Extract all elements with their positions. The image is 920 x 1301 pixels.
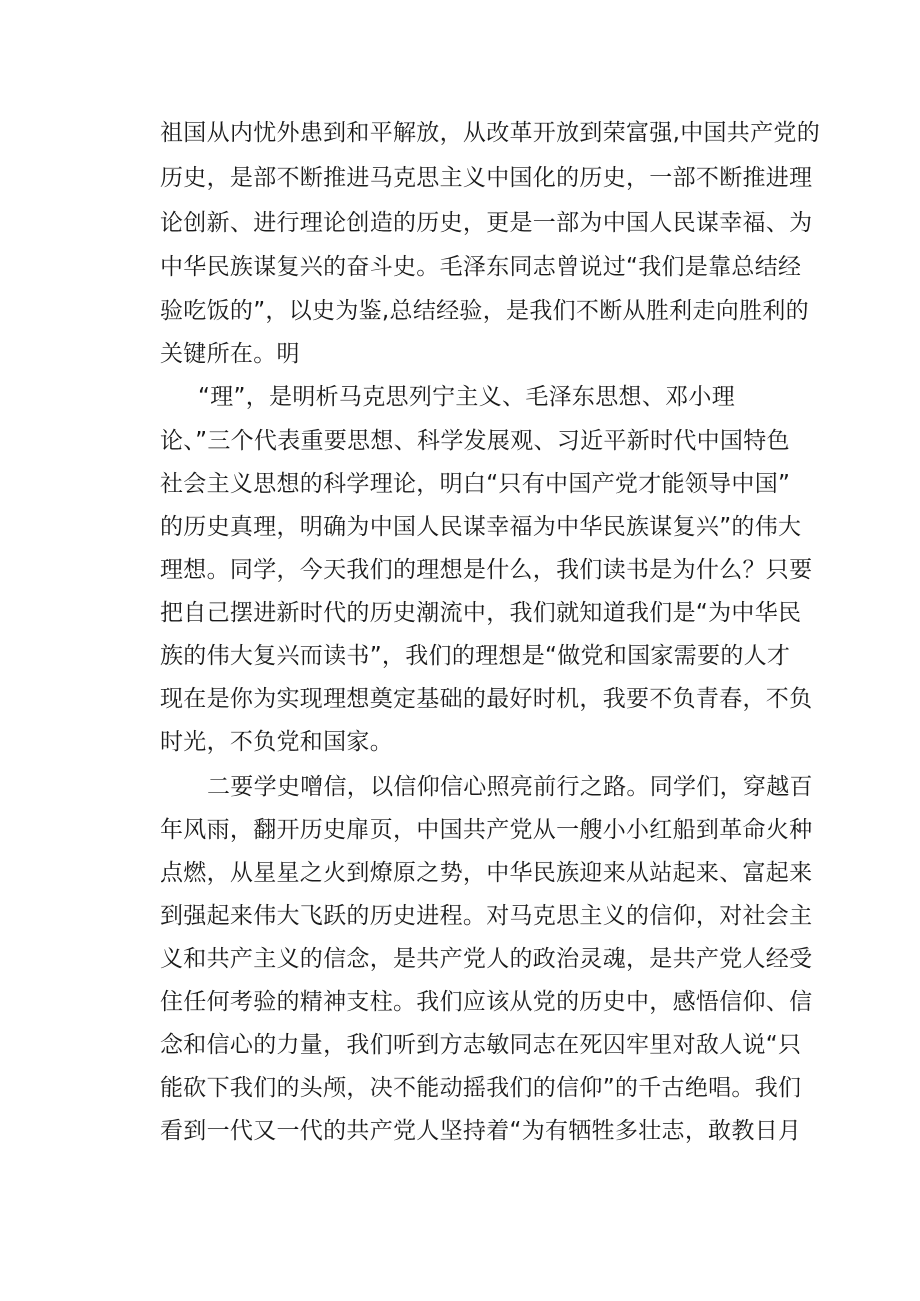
text-line: “理”，是明析马克思列宁主义、毛泽东思想、邓小理 bbox=[198, 384, 736, 410]
text-line: 验吃饭的”，以史为鉴,总结经验，是我们不断从胜利走向胜利的 bbox=[160, 298, 809, 324]
text-line: 二要学史噌信，以信仰信心照亮前行之路。同学们，穿越百 bbox=[207, 774, 813, 800]
text-line: 论、”三个代表重要思想、科学发展观、习近平新时代中国特色 bbox=[160, 428, 790, 454]
text-line: 念和信心的力量，我们听到方志敏同志在死囚牢里对敌人说“只 bbox=[160, 1032, 802, 1058]
text-line: 中华民族谋复兴的奋斗史。毛泽东同志曾说过“我们是靠总结经 bbox=[160, 254, 802, 280]
text-line: 时光，不负党和国家。 bbox=[160, 729, 393, 755]
text-line: 现在是你为实现理想奠定基础的最好时机，我要不负青春，不负 bbox=[160, 686, 813, 712]
text-line: 点燃，从星星之火到燎原之势，中华民族迎来从站起来、富起来 bbox=[160, 860, 813, 886]
text-line: 到强起来伟大飞跃的历史进程。对马克思主义的信仰，对社会主 bbox=[160, 903, 813, 929]
text-line: 理想。同学，今天我们的理想是什么，我们读书是为什么？只要 bbox=[160, 557, 813, 583]
text-line: 把自己摆进新时代的历史潮流中，我们就知道我们是“为中华民 bbox=[160, 600, 802, 626]
text-line: 社会主义思想的科学理论，明白“只有中国产党才能领导中国” bbox=[160, 471, 791, 497]
text-line: 族的伟大复兴而读书”，我们的理想是“做党和国家需要的人才 bbox=[160, 643, 791, 669]
text-line: 能砍下我们的头颅，决不能动摇我们的信仰”的千古绝唱。我们 bbox=[160, 1075, 802, 1101]
text-line: 关键所在。明 bbox=[160, 341, 300, 367]
text-line: 历史，是部不断推进马克思主义中国化的历史，一部不断推进理 bbox=[160, 165, 813, 191]
text-line: 看到一代又一代的共产党人坚持着“为有牺牲多壮志，敢教日月 bbox=[160, 1118, 802, 1144]
text-line: 住任何考验的精神支柱。我们应该从党的历史中，感悟信仰、信 bbox=[160, 989, 813, 1015]
text-line: 祖国从内忧外患到和平解放，从改革开放到荣富强,中国共产党的 bbox=[160, 120, 821, 146]
text-line: 的历史真理，明确为中国人民谋幸福为中华民族谋复兴”的伟大 bbox=[160, 514, 802, 540]
text-line: 论创新、进行理论创造的历史，更是一部为中国人民谋幸福、为 bbox=[160, 210, 813, 236]
text-line: 年风雨，翻开历史扉页，中国共产党从一艘小小红船到革命火种 bbox=[160, 817, 813, 843]
text-line: 义和共产主义的信念，是共产党人的政治灵魂，是共产党人经受 bbox=[160, 946, 813, 972]
